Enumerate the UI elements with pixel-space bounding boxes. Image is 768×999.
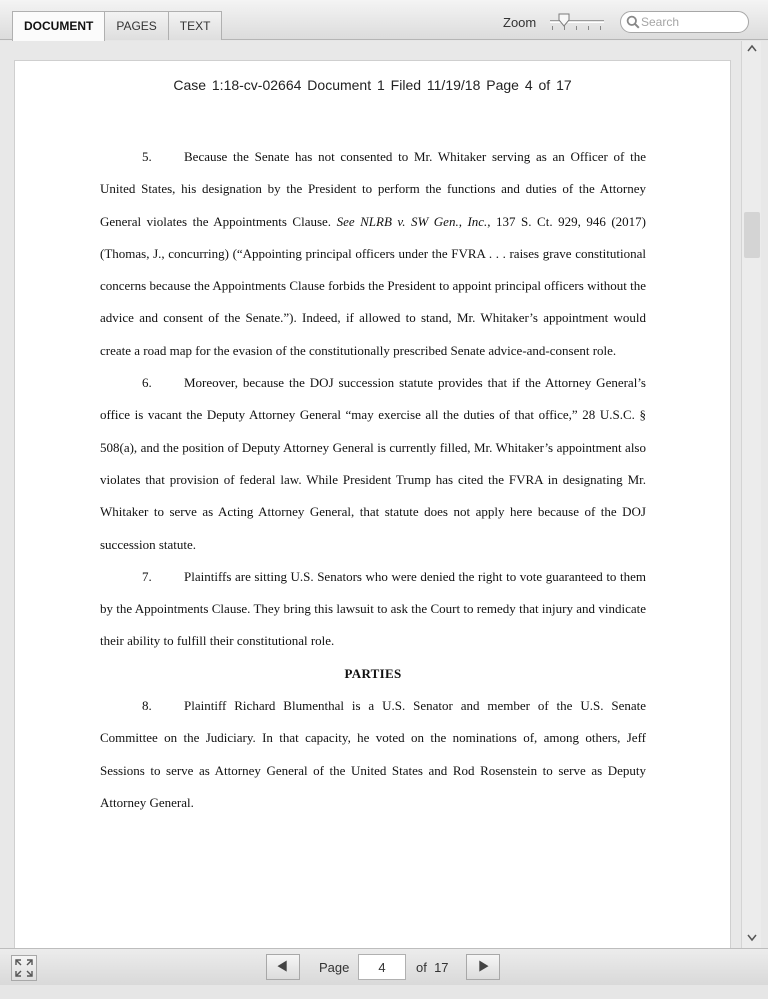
vertical-scrollbar[interactable] bbox=[741, 41, 761, 948]
section-heading: PARTIES bbox=[344, 665, 402, 681]
zoom-tick bbox=[588, 26, 589, 30]
paragraph-number: 5. bbox=[142, 149, 152, 164]
paragraph-text: , 137 S. Ct. 929, 946 (2017) (Thomas, J., concurring) (“Appointing principal officers under the FVRA . . . raises grave constitutional concerns because the Appointments Clause forbids the President to appoint principal officers without the advice and consent of the Senate.”). Indeed, if allowed to stand, Mr. Whitaker’s appointment would create a road map for the evasion of the constitutionally prescribed Senate advice-and-consent role. bbox=[100, 213, 646, 358]
page-label: Page bbox=[319, 960, 350, 975]
total-pages: 17 bbox=[434, 960, 449, 975]
zoom-tick bbox=[600, 26, 601, 30]
search-input[interactable] bbox=[641, 14, 743, 30]
next-page-button[interactable] bbox=[466, 954, 500, 980]
of-label: of bbox=[416, 960, 427, 975]
page-body bbox=[100, 141, 646, 819]
scrollbar-thumb[interactable] bbox=[744, 212, 760, 258]
expand-arrows-icon bbox=[12, 956, 36, 980]
search-box[interactable] bbox=[620, 11, 749, 33]
zoom-label: Zoom bbox=[503, 15, 537, 30]
tab-document[interactable]: DOCUMENT bbox=[12, 11, 105, 41]
case-citation: See NLRB v. SW Gen., Inc. bbox=[336, 213, 488, 229]
zoom-slider-thumb[interactable] bbox=[558, 13, 570, 27]
chevron-down-icon[interactable] bbox=[747, 934, 757, 942]
triangle-left-icon bbox=[267, 955, 299, 979]
paragraph-6 bbox=[100, 367, 646, 561]
paragraph-text: Plaintiff Richard Blumenthal is a U.S. Senator and member of the U.S. Senate Committee on the Judiciary. In that capacity, he voted on the nominations of, among others, Jeff Sessions to serve as Attorney General of the United States and Rod Rosenstein to serve as Deputy Attorney General. bbox=[100, 698, 646, 810]
tab-pages[interactable]: PAGES bbox=[104, 11, 168, 40]
page-number-input[interactable] bbox=[358, 954, 406, 980]
paragraph-number: 6. bbox=[142, 375, 152, 391]
previous-page-button[interactable] bbox=[266, 954, 300, 980]
chevron-up-icon[interactable] bbox=[747, 44, 757, 52]
tab-text[interactable]: TEXT bbox=[168, 11, 223, 40]
document-page bbox=[14, 60, 731, 966]
paragraph-number: 7. bbox=[142, 568, 152, 584]
total-pages-label bbox=[416, 960, 449, 975]
fullscreen-button[interactable] bbox=[11, 955, 37, 981]
paragraph-text: Because the Senate has not consented to Mr. Whitaker serving as an Officer of the United States, his designation by the President to perform the functions and duties of the Attorney General violates the Appointments Clause. bbox=[100, 149, 646, 229]
toolbar bbox=[0, 0, 768, 40]
document-viewer bbox=[0, 41, 768, 948]
zoom-slider[interactable] bbox=[548, 12, 606, 32]
zoom-tick bbox=[552, 26, 553, 30]
triangle-right-icon bbox=[467, 955, 499, 979]
paragraph-7 bbox=[100, 561, 646, 658]
view-tabs bbox=[12, 11, 221, 40]
search-icon bbox=[626, 15, 640, 29]
paragraph-number: 8. bbox=[142, 698, 152, 714]
paragraph-text: Moreover, because the DOJ succession statute provides that if the Attorney General’s office is vacant the Deputy Attorney General “may exercise all the duties of that office,” 28 U.S.C. § 508(a), and the position of Deputy Attorney General is currently filled, Mr. Whitaker’s appointment also violates that provision of federal law. While President Trump has cited the FVRA in designating Mr. Whitaker to serve as Acting Attorney General, that statute does not apply here because of the DOJ succession statute. bbox=[100, 375, 646, 552]
paragraph-text: Plaintiffs are sitting U.S. Senators who were denied the right to vote guaranteed to them by the Appointments Clause. They bring this lawsuit to ask the Court to remedy that injury and vindicate their ability to fulfill their constitutional role. bbox=[100, 568, 646, 649]
paragraph-5 bbox=[100, 141, 646, 367]
page-header: Case 1:18-cv-02664 Document 1 Filed 11/19/18 Page 4 of 17 bbox=[173, 77, 572, 93]
paragraph-8 bbox=[100, 690, 646, 819]
bottom-navigation-bar bbox=[0, 948, 768, 985]
zoom-tick bbox=[576, 26, 577, 30]
